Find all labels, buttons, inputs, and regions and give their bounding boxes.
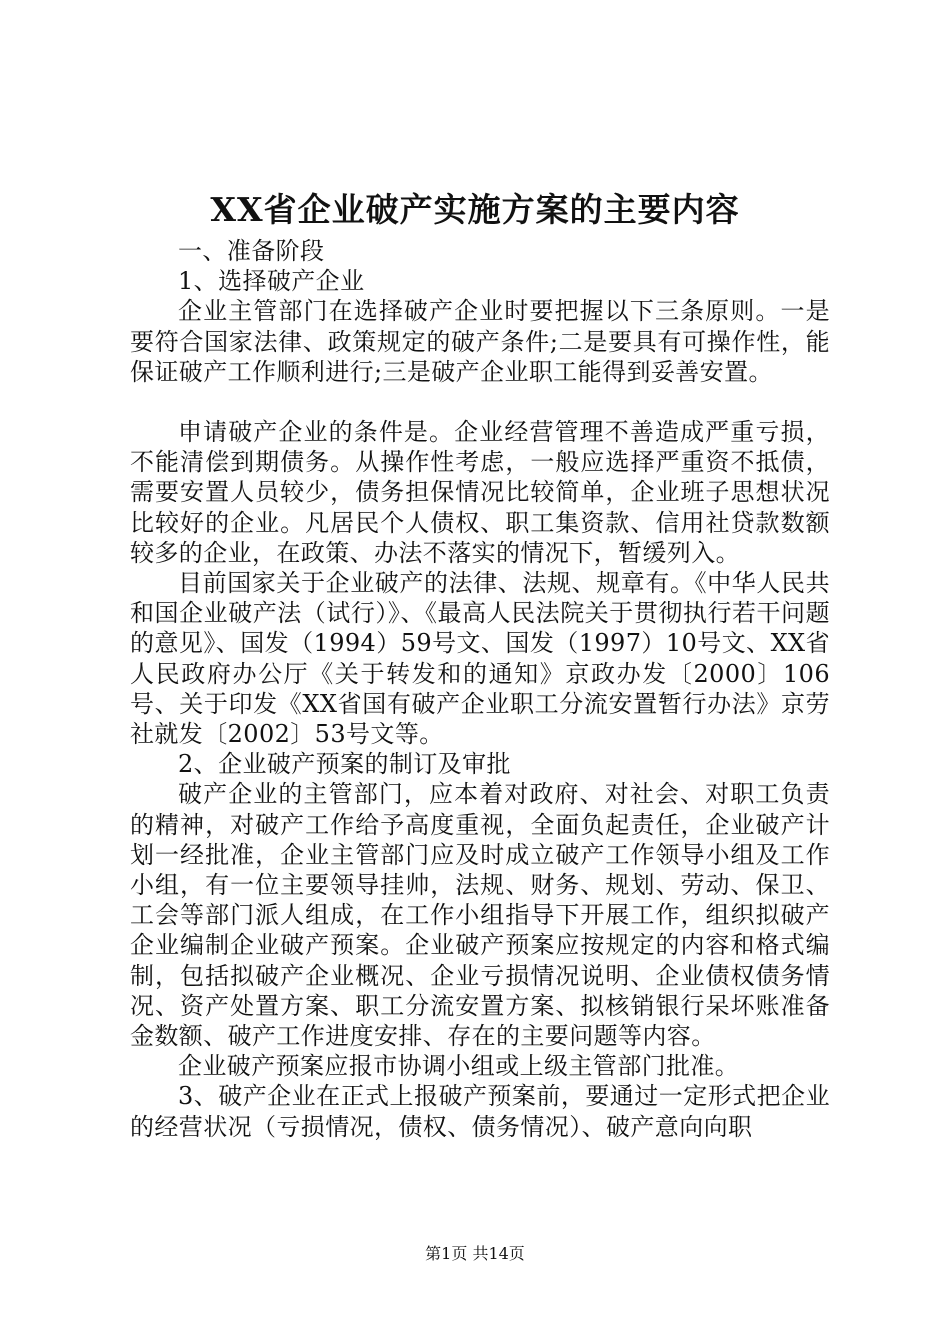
section-heading: 一、准备阶段 — [178, 237, 325, 265]
paragraph: 申请破产企业的条件是。企业经营管理不善造成严重亏损，不能清偿到期债务。从操作性考虑，一般应选择严重资不抵债，需要安置人员较少，债务担保情况比较简单，企业班子思想状况比较好的企业。凡居民个人债权、职工集资款、信用社贷款数额较多的企业，在政策、办法不落实的情况下，暂缓列入。 — [130, 418, 830, 567]
subsection-heading: 2、企业破产预案的制订及审批 — [178, 750, 511, 779]
paragraph: 3、破产企业在正式上报破产预案前，要通过一定形式把企业的经营状况（亏损情况，债权、债务情况）、破产意向向职 — [130, 1082, 830, 1141]
paragraph-spacer — [130, 387, 830, 417]
paragraph: 目前国家关于企业破产的法律、法规、规章有。《中华人民共和国企业破产法（试行）》、《最高人民法院关于贯彻执行若干问题的意见》、国发（1994）59号文、国发（1997）10号文、XX省人民政府办公厅《关于转发和的通知》京政办发〔2000〕106号、关于印发《XX省国有破产企业职工分流安置暂行办法》京劳社就发〔2002〕53号文等。 — [130, 569, 830, 749]
paragraph: 企业主管部门在选择破产企业时要把握以下三条原则。一是要符合国家法律、政策规定的破产条件;二是要具有可操作性，能保证破产工作顺利进行;三是破产企业职工能得到妥善安置。 — [130, 297, 830, 386]
paragraph: 企业破产预案应报市协调小组或上级主管部门批准。 — [178, 1052, 740, 1081]
page-number: 第1页 共14页 — [425, 1244, 525, 1263]
document-title: XX省企业破产实施方案的主要内容 — [210, 190, 740, 229]
paragraph: 破产企业的主管部门，应本着对政府、对社会、对职工负责的精神，对破产工作给予高度重视，全面负起责任，企业破产计划一经批准，企业主管部门应及时成立破产工作领导小组及工作小组，有一位主要领导挂帅，法规、财务、规划、劳动、保卫、工会等部门派人组成，在工作小组指导下开展工作，组织拟破产企业编制企业破产预案。企业破产预案应按规定的内容和格式编制，包括拟破产企业概况、企业亏损情况说明、企业债权债务情况、资产处置方案、职工分流安置方案、拟核销银行呆坏账准备金数额、破产工作进度安排、存在的主要问题等内容。 — [130, 780, 830, 1051]
subsection-heading: 1、选择破产企业 — [178, 267, 365, 296]
document-body — [130, 236, 830, 1142]
